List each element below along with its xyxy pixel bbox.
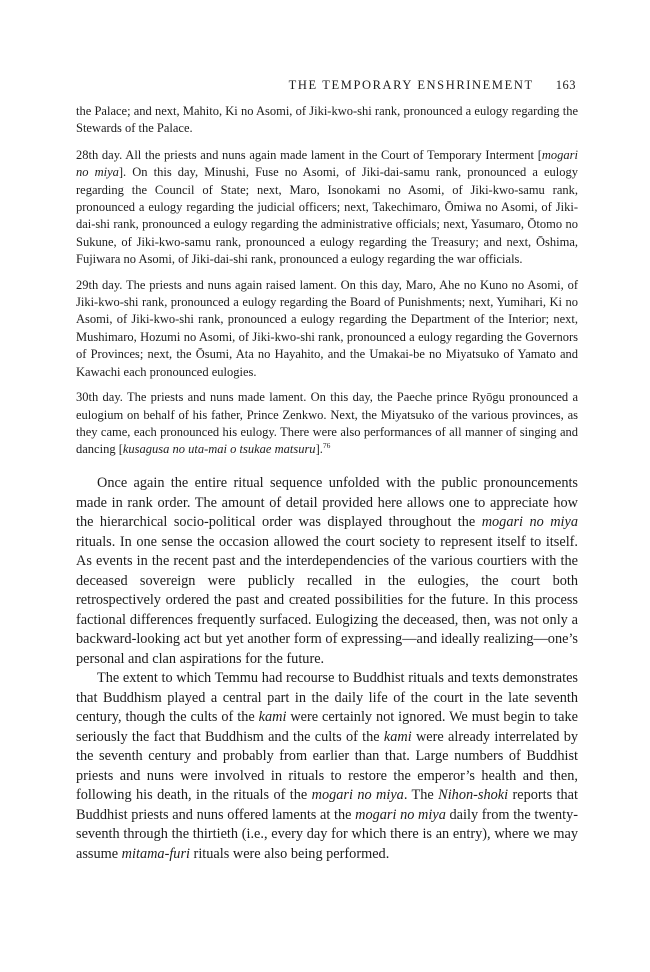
extract-paragraph: [76, 389, 578, 459]
extract-text: ]. On this day, Minushi, Fuse no Asomi, of Jiki-dai-samu rank, pronounced a eulogy regarding the Council of State; next, Maro, Isonokami no Asomi, of Jiki-kwo-samu rank, pronounced a eulogy regarding the judicial officers; next, Takechimaro, Ōmiwa no Asomi, of Jiki-dai-shi rank, pronounced a eulogy regarding the administrative officials; next, Yasumaro, Ōtomo no Sukune, of Jiki-kwo-samu rank, pronounced a eulogy regarding the Treasury; and next, Ōshima, Fujiwara no Asomi, of Jiki-dai-shi rank, pronounced a eulogy regarding the war officials.: [76, 165, 578, 267]
italic-term: mogari no miya: [76, 147, 578, 180]
body-text-run: were already interrelated by the seventh century and probably from earlier than that. Large numbers of Buddhist priests and nuns were involved in rituals to restore the emperor’s health and then, following his death, in the rituals of the: [76, 728, 579, 803]
italic-term: mitama-furi: [121, 845, 190, 862]
extract-text: the Palace; and next, Mahito, Ki no Asomi, of Jiki-kwo-shi rank, pronounced a eulogy regarding the Stewards of the Palace.: [76, 104, 578, 136]
italic-term: mogari no miya: [481, 514, 578, 530]
italic-term: Nihon-shoki: [438, 787, 509, 803]
body-text-run: were certainly not ignored. We must begin to take seriously the fact that Buddhism and the cults of the: [76, 709, 578, 745]
body-text-run: Once again the entire ritual sequence unfolded with the public pronouncements made in rank order. The amount of detail provided here allows one to appreciate how the hierarchical socio-political order was displayed throughout the: [76, 475, 578, 530]
body-paragraph: [76, 669, 578, 864]
running-head-title: THE TEMPORARY ENSHRINEMENT: [288, 78, 534, 92]
body-paragraph: [76, 474, 578, 669]
running-head: [76, 78, 576, 93]
italic-term: mogari no miya: [311, 787, 404, 803]
footnote-marker: 76: [322, 441, 331, 451]
chronicle-extract: [76, 103, 578, 467]
extract-text: 30th day. The priests and nuns made lament. On this day, the Paeche prince Ryōgu pronounced a eulogium on behalf of his father, Prince Zenkwo. Next, the Miyatsuko of the various provinces, as they came, each pronounced his eulogy. There were also performances of all manner of singing and dancing [: [76, 390, 578, 457]
extract-paragraph: [76, 147, 578, 269]
body-text-run: rituals. In one sense the occasion allowed the court society to represent itself to itself. As events in the recent past and the interdependencies of the various courtiers with the deceased sovereign were publicly recalled in the eulogies, the court both retrospectively ordered the past and created possibilities for the future. In this process factional differences frequently surfaced. Eulogizing the deceased, then, was not only a backward-looking act but yet another form of expressing—and ideally realizing—one’s personal and clan aspirations for the future.: [76, 533, 578, 667]
body-text: [76, 474, 578, 864]
body-text-run: rituals were also being performed.: [189, 845, 390, 862]
italic-term: mogari no miya: [355, 806, 446, 823]
extract-text: 29th day. The priests and nuns again raised lament. On this day, Maro, Ahe no Kuno no Asomi, of Jiki-kwo-shi rank, pronounced a eulogy regarding the Board of Punishments; next, Yumihari, Ki no Asomi, of Jiki-kwo-shi rank, pronounced a eulogy regarding the Department of the Interior; next, Mushimaro, Hozumi no Asomi, of Jiki-kwo-shi rank, pronounced a eulogy regarding the Governors of Provinces; next, the Ōsumi, Ata no Hayahito, and the Umakai-be no Miyatsuko of Yamato and Kawachi each pronounced eulogies.: [76, 277, 578, 379]
extract-paragraph: [76, 277, 578, 381]
body-text-run: reports that Buddhist priests and nuns offered laments at the: [76, 787, 578, 823]
body-text-run: . The: [403, 787, 439, 803]
italic-term: kami: [383, 728, 412, 745]
body-text-run: daily from the twenty-seventh through the thirtieth (i.e., every day for which there is an entry), where we may assume: [76, 806, 578, 862]
page-number: 163: [555, 78, 576, 92]
extract-text: ].: [315, 442, 323, 457]
italic-term: kami: [258, 709, 287, 725]
extract-paragraph: [76, 103, 578, 138]
extract-text: 28th day. All the priests and nuns again made lament in the Court of Temporary Interment [: [76, 147, 542, 162]
body-text-run: The extent to which Temmu had recourse to Buddhist rituals and texts demonstrates that Buddhism played a central part in the daily life of the court in the late seventh century, though the cults of the: [76, 670, 578, 725]
italic-term: kusagusa no uta-mai o tsukae matsuru: [122, 442, 316, 457]
